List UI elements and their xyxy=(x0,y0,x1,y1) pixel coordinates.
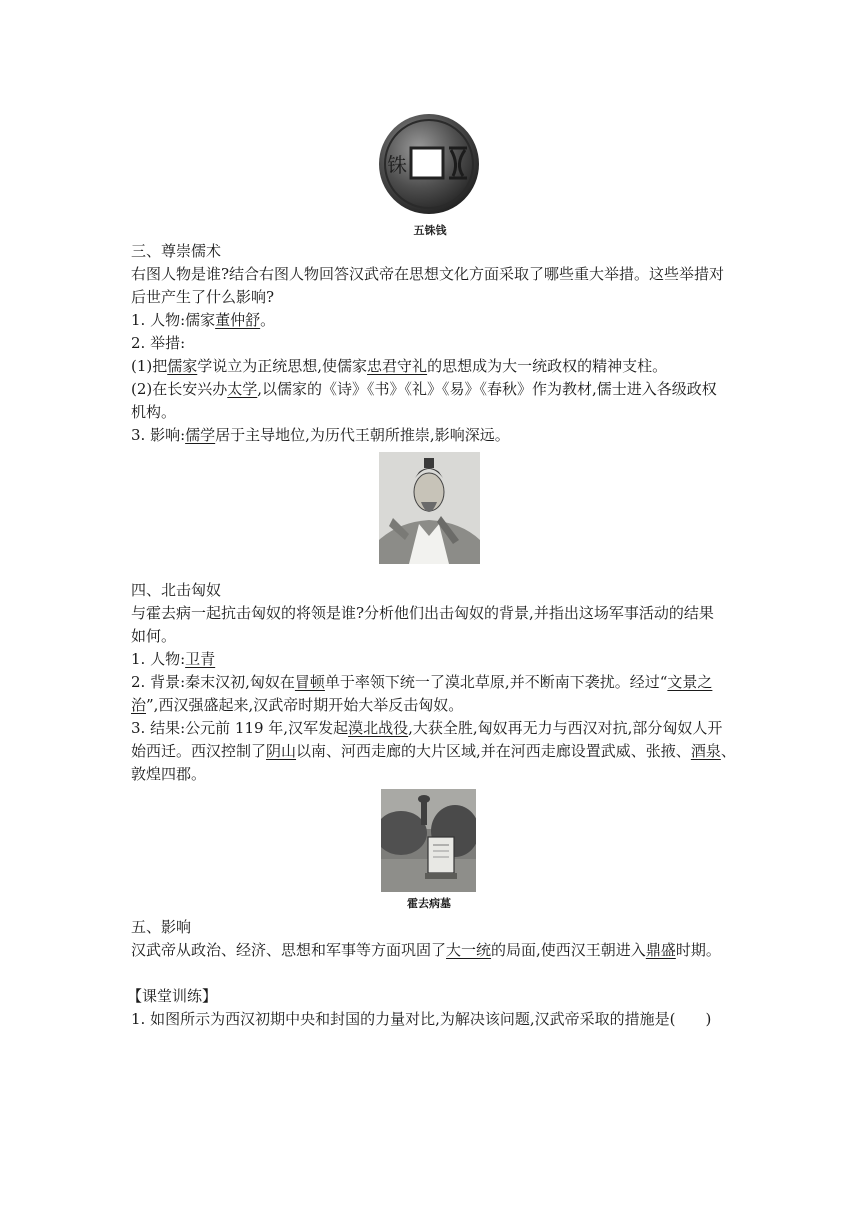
question-line: 与霍去病一起抗击匈奴的将领是谁?分析他们出击匈奴的背景,并指出这场军事活动的结果 xyxy=(131,604,714,622)
answer-result: 3. 结果:公元前 119 年,汉军发起漠北战役,大获全胜,匈奴再无力与西汉对抗,部分匈奴人开 xyxy=(131,719,723,737)
answer-person: 1. 人物:卫青 xyxy=(131,650,216,668)
huo-qubing-tomb-image xyxy=(381,789,476,892)
section-heading: 【课堂训练】 xyxy=(127,987,218,1005)
answer-blank: 文景之 xyxy=(667,673,713,691)
answer-result-cont: 始西迁。西汉控制了阴山以南、河西走廊的大片区域,并在河西走廊设置武威、张掖、酒泉、 xyxy=(131,742,736,760)
answer-blank: 鼎盛 xyxy=(645,941,676,959)
answer-blank: 大一统 xyxy=(446,941,492,959)
section-confucianism xyxy=(131,240,731,447)
tomb-caption: 霍去病墓 xyxy=(407,897,451,910)
section-heading: 五、影响 xyxy=(131,918,192,936)
answer-blank: 忠君守礼 xyxy=(367,357,428,375)
answer-measure-2: (2)在长安兴办太学,以儒家的《诗》《书》《礼》《易》《春秋》作为教材,儒士进入各级政权 xyxy=(131,380,717,398)
section-attack-xiongnu xyxy=(131,579,736,786)
answer-measures-label: 2. 举措: xyxy=(131,334,186,352)
practice-question-1: 1. 如图所示为西汉初期中央和封国的力量对比,为解决该问题,汉武帝采取的措施是( ) xyxy=(131,1010,712,1028)
section-heading: 四、北击匈奴 xyxy=(131,581,222,599)
impact-summary: 汉武帝从政治、经济、思想和军事等方面巩固了大一统的局面,使西汉王朝进入鼎盛时期。 xyxy=(131,941,721,959)
dong-zhongshu-portrait-image xyxy=(379,452,480,564)
section-impact xyxy=(131,916,731,962)
answer-measure-2-cont: 机构。 xyxy=(131,403,177,421)
answer-blank: 太学 xyxy=(227,380,258,398)
answer-blank: 阴山 xyxy=(266,742,297,760)
question-line: 右图人物是谁?结合右图人物回答汉武帝在思想文化方面采取了哪些重大举措。这些举措对 xyxy=(131,265,725,283)
question-line: 后世产生了什么影响? xyxy=(131,288,275,306)
section-heading: 三、尊崇儒术 xyxy=(131,242,222,260)
answer-blank: 儒学 xyxy=(185,426,216,444)
coin-left-glyph: 铢 xyxy=(387,153,407,177)
answer-blank: 儒家 xyxy=(167,357,198,375)
answer-blank: 酒泉 xyxy=(690,742,721,760)
answer-impact: 3. 影响:儒学居于主导地位,为历代王朝所推崇,影响深远。 xyxy=(131,426,510,444)
answer-blank: 冒顿 xyxy=(294,673,325,691)
answer-person: 1. 人物:儒家董仲舒。 xyxy=(131,311,276,329)
answer-background-cont: 治”,西汉强盛起来,汉武帝时期开始大举反击匈奴。 xyxy=(131,696,464,714)
answer-background: 2. 背景:秦末汉初,匈奴在冒顿单于率领下统一了漠北草原,并不断南下袭扰。经过“文景之 xyxy=(131,673,713,691)
wuzhu-coin-image xyxy=(377,112,481,216)
coin-caption: 五铢钱 xyxy=(413,224,447,237)
answer-blank: 董仲舒 xyxy=(215,311,261,329)
question-line: 如何。 xyxy=(131,627,177,645)
answer-blank: 治 xyxy=(131,696,147,714)
section-classroom-practice xyxy=(127,985,731,1031)
answer-blank: 卫青 xyxy=(185,650,216,668)
answer-measure-1: (1)把儒家学说立为正统思想,使儒家忠君守礼的思想成为大一统政权的精神支柱。 xyxy=(131,357,668,375)
answer-result-cont: 敦煌四郡。 xyxy=(131,765,207,783)
answer-blank: 漠北战役 xyxy=(348,719,409,737)
